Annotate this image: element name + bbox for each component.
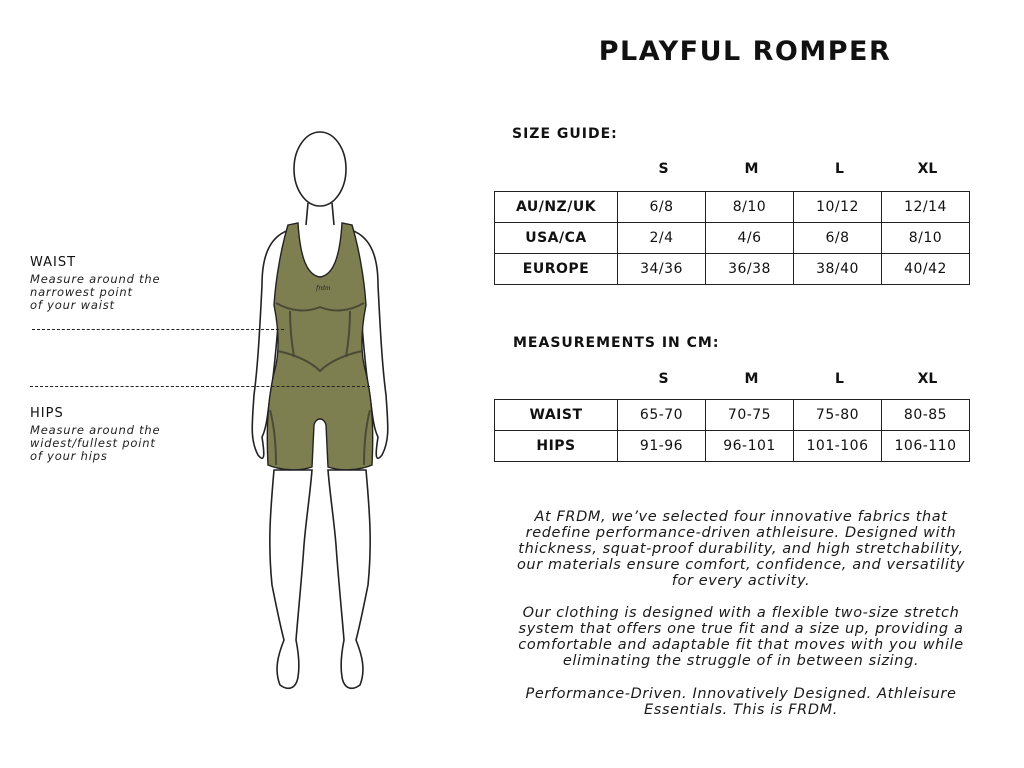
table-cell: 106-110 [882,431,970,462]
text-line: Performance-Driven. Innovatively Designed. Athleisure [525,686,957,702]
measure-col-header: L [835,371,844,387]
table-cell: 80-85 [882,400,970,431]
row-label: AU/NZ/UK [495,192,618,223]
table-cell: 6/8 [794,223,882,254]
table-cell: 10/12 [794,192,882,223]
measure-col-header: XL [917,371,938,387]
head-shape [294,132,346,206]
table-cell: 2/4 [618,223,706,254]
table-cell: 65-70 [618,400,706,431]
text-line: our materials ensure comfort, confidence, and versatility [516,557,966,573]
row-label: USA/CA [495,223,618,254]
table-cell: 12/14 [882,192,970,223]
row-label: EUROPE [495,254,618,285]
size-guide-heading: SIZE GUIDE: [512,126,618,142]
hips-guide-line [30,386,370,387]
hips-guide-label: HIPS [30,406,64,421]
text-line: thickness, squat-proof durability, and high stretchability, [518,541,964,557]
measurements-table [494,399,970,462]
text-line: eliminating the struggle of in between sizing. [562,653,920,669]
table-cell: 96-101 [706,431,794,462]
page-title: PLAYFUL ROMPER [598,36,892,67]
table-row [495,431,970,462]
table-cell: 4/6 [706,223,794,254]
text-line: redefine performance-driven athleisure. Designed with [525,525,957,541]
romper-garment [267,223,372,470]
measurements-heading: MEASUREMENTS IN CM: [513,335,720,351]
row-label: HIPS [495,431,618,462]
table-row [495,192,970,223]
table-row [495,400,970,431]
waist-desc-line: Measure around the [30,272,161,286]
table-cell: 36/38 [706,254,794,285]
fabric-paragraph [512,509,970,589]
waist-desc-line: narrowest point [30,285,133,299]
text-line: for every activity. [671,573,811,589]
text-line: Essentials. This is FRDM. [644,702,838,718]
size-col-header: S [658,161,669,177]
waist-guide-label: WAIST [30,255,77,270]
tagline-paragraph [512,686,970,718]
table-cell: 38/40 [794,254,882,285]
table-cell: 40/42 [882,254,970,285]
table-cell: 70-75 [706,400,794,431]
text-line: At FRDM, we’ve selected four innovative fabrics that [534,509,948,525]
table-cell: 75-80 [794,400,882,431]
hips-desc-line: of your hips [30,449,108,463]
table-row [495,223,970,254]
text-line: Our clothing is designed with a flexible two-size stretch [522,605,960,621]
measure-col-header: M [744,371,759,387]
waist-guide-line [32,329,284,330]
size-col-header: M [744,161,759,177]
table-cell: 34/36 [618,254,706,285]
fit-paragraph [512,605,970,669]
table-cell: 101-106 [794,431,882,462]
table-cell: 6/8 [618,192,706,223]
garment-logo: frdm [316,285,331,292]
hips-desc-line: Measure around the [30,423,161,437]
size-col-header: L [835,161,844,177]
text-line: system that offers one true fit and a size up, providing a [518,621,964,637]
table-row [495,254,970,285]
row-label: WAIST [495,400,618,431]
size-col-header: XL [917,161,938,177]
hips-guide-description [30,424,160,463]
hips-desc-line: widest/fullest point [30,436,156,450]
body-figure-illustration [240,125,410,695]
text-line: comfortable and adaptable fit that moves with you while [518,637,964,653]
measure-col-header: S [658,371,669,387]
size-guide-table [494,191,970,285]
waist-guide-description [30,273,160,312]
table-cell: 8/10 [706,192,794,223]
table-cell: 8/10 [882,223,970,254]
waist-desc-line: of your waist [30,298,115,312]
table-cell: 91-96 [618,431,706,462]
